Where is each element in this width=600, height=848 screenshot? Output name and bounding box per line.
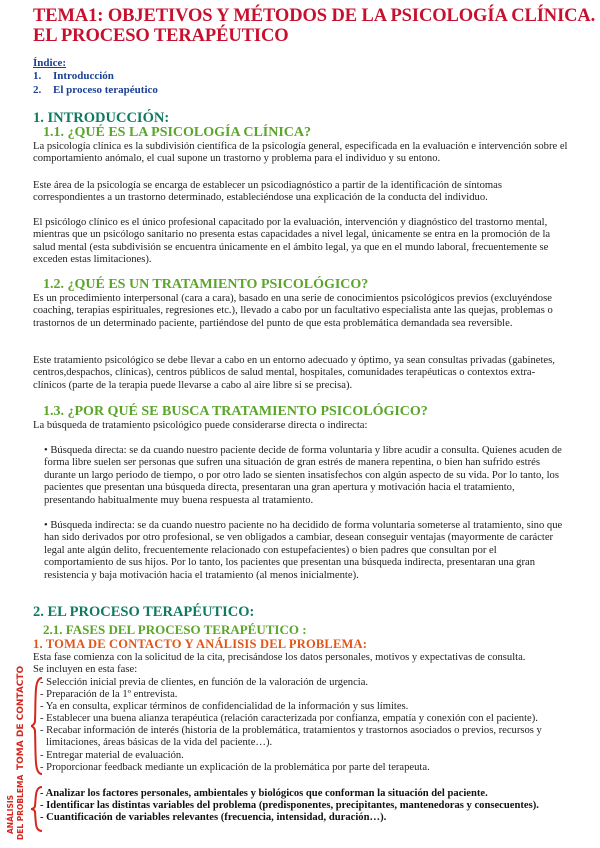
paragraph-1-2-a: Es un procedimiento interpersonal (cara a cara), basado en una serie de conocimientos psicológicos previos (excluyéndose coaching, terapias espirituales, regresiones etc.), llevado a cabo por un facultativo especialista ante las quejas, problemas o trastornos de un determinado paciente, partiéndose del punto de que esta problemática demandada sea reversible. [33,293,553,329]
section-1-2-heading: 1.2. ¿QUÉ ES UN TRATAMIENTO PSICOLÓGICO? [43,277,369,292]
section-1-3-heading: 1.3. ¿POR QUÉ SE BUSCA TRATAMIENTO PSICOLÓGICO? [43,404,428,419]
list-item: - Identificar las distintas variables del problema (predisponentes, precipitantes, mantenedoras y consecuentes). [40,800,539,812]
side-label-analysis-a: ANÁLISIS [6,794,15,834]
section-2-heading: 2. EL PROCESO TERAPÉUTICO: [33,604,255,620]
index-item-1[interactable]: 1. Introducción [33,70,114,82]
list-item: limitaciones, áreas básicas de la vida del paciente…). [46,737,273,749]
contact-phase-list [40,677,570,774]
paragraph-1-1-a: La psicología clínica es la subdivisión científica de la psicología general, especificada en la evaluación e intervención sobre el comportamiento anómalo, el cual supone un trastorno y problema para el individuo y su entono. [33,141,568,165]
paragraph-1-3-intro: La búsqueda de tratamiento psicológico puede considerarse directa o indirecta: [33,420,368,431]
list-item: - Ya en consulta, explicar términos de confidencialidad de la información y sus límites. [40,701,409,713]
section-2-1-heading: 2.1. FASES DEL PROCESO TERAPÉUTICO : [43,622,307,637]
list-item: - Entregar material de evaluación. [40,749,184,761]
section-1-heading: 1. INTRODUCCIÓN: [33,110,170,126]
list-item: - Establecer una buena alianza terapéutica (relación caracterizada por confianza, empatía y conexión con el paciente). [40,713,538,725]
index-heading: Índice: [33,57,66,69]
list-item: - Cuantificación de variables relevantes (frecuencia, intensidad, duración…). [40,812,387,824]
list-item: - Analizar los factores personales, ambientales y biológicos que conforman la situación del paciente. [40,788,488,799]
section-1-1-heading: 1.1. ¿QUÉ ES LA PSICOLOGÍA CLÍNICA? [43,125,312,140]
document-title [33,6,595,46]
paragraph-1-2-b: Este tratamiento psicológico se debe llevar a cabo en un entorno adecuado y óptimo, ya sean consultas privadas (gabinetes, centros,despachos, clínicas), centros públicos de salud mental, hospitales, comunidades terapéuticas o contextos extra-clínicos (parte de la terapia puede llevarse a cabo al aire libre si se precisa). [33,355,555,391]
title-line-1: TEMA1: OBJETIVOS Y MÉTODOS DE LA PSICOLOGÍA CLÍNICA. [33,6,596,26]
list-item: - Recabar información de interés (historia de la problemática, tratamientos y trastornos asociados o previos, recursos y [40,725,542,737]
phase-1-intro-2: Se incluyen en esta fase: [33,664,138,675]
paragraph-1-1-c: El psicólogo clínico es el único profesional capacitado por la evaluación, intervención y diagnóstico del trastorno mental, mientras que un psicólogo sanitario no presenta estas capacidades a nivel legal, únicamente se entra en la promoción de la salud mental (esta subdivisión se encuentra únicamente en el ámbito legal, ya que en el mundo laboral, frecuentemente se exceden estas limitaciones). [33,217,551,266]
title-line-2: EL PROCESO TERAPÉUTICO [33,26,289,46]
list-item: - Proporcionar feedback mediante un explicación de la problemática por parte del terapeuta. [40,761,430,773]
analysis-phase-list [40,788,570,824]
index-item-2[interactable]: 2. El proceso terapéutico [33,84,158,96]
indirect-search-item: • Búsqueda indirecta: se da cuando nuestro paciente no ha decidido de forma voluntaria someterse al tratamiento, sino que han sido derivados por otro profesional, se ven obligados a cambiar, desean conseguir ventajas (mayormente de carácter legal ante algún delito, frecuentemente relacionado con estupefacientes) o bien padres que consultan por el comportamiento de sus hijos. Por lo tanto, los pacientes que presentan una búsqueda indirecta, presentaran una gran resistencia y baja motivación hacia el tratamiento (al menos inicialmente). [44,520,563,581]
list-item: - Preparación de la 1º entrevista. [40,689,178,701]
side-label-contact: TOMA DE CONTACTO [16,665,26,770]
direct-search-item: • Búsqueda directa: se da cuando nuestro paciente decide de forma voluntaria y libre acudir a consulta. Quienes acuden de forma libre suelen ser personas que sufren una situación de gran estrés de manera repentina, o bien han sufrido estrés durante un largo periodo de tiempo, o por otro lado se sienten insatisfechos con algún aspecto de su vida. Por lo tanto, los pacientes que presentan una búsqueda directa, presentaran una gran apertura y motivación hacia el tratamiento, presentando habitualmente muy buena respuesta al tratamiento. [44,445,562,506]
phase-1-heading: 1. TOMA DE CONTACTO Y ANÁLISIS DEL PROBLEMA: [33,637,368,651]
side-label-analysis-b: DEL PROBLEMA [16,774,25,840]
paragraph-1-1-b: Este área de la psicología se encarga de establecer un psicodiagnóstico a partir de la identificación de síntomas correspondientes a un trastorno determinado, estableciéndose una explicación de la conducta del individuo. [33,180,502,204]
phase-1-intro: Esta fase comienza con la solicitud de la cita, precisándose los datos personales, motivos y expectativas de consulta. [33,652,526,663]
list-item: - Selección inicial previa de clientes, en función de la valoración de urgencia. [40,677,369,688]
